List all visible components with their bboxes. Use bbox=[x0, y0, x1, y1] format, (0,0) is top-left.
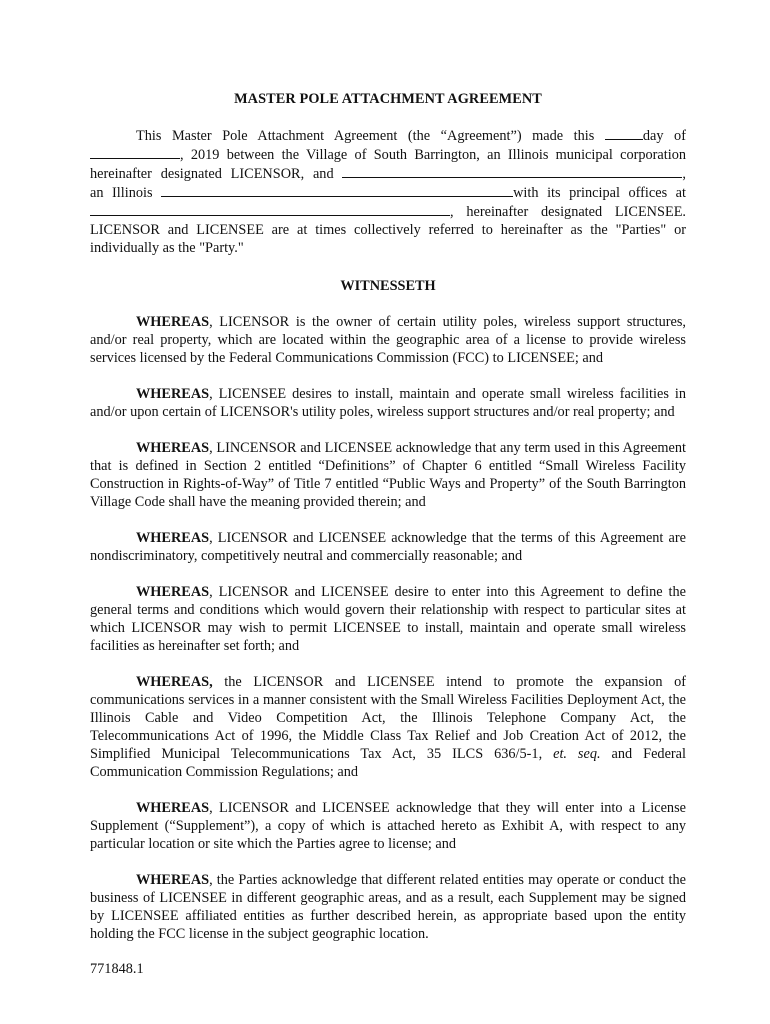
address-blank bbox=[90, 202, 450, 216]
recital-paragraph-2: WHEREAS, LICENSEE desires to install, maintain and operate small wireless facilities in and/or upon certain of LICENSOR's utility poles, wireless support structures and/or real property; and bbox=[90, 386, 686, 420]
recital-paragraph-5: WHEREAS, LICENSOR and LICENSEE desire to enter into this Agreement to define the general terms and conditions which would govern their relationship with respect to particular sites at which LICENSOR may wish to permit LICENSEE to install, maintain and operate small wireless facilities as hereinafter set forth; and bbox=[90, 584, 686, 654]
opening-line-4: an Illinois with its principal offices at bbox=[90, 185, 686, 201]
recital-paragraph-7: WHEREAS, LICENSOR and LICENSEE acknowledge that they will enter into a License Supplement (“Supplement”), a copy of which is attached hereto as Exhibit A, with respect to any particular location or site which the Parties agree to license; and bbox=[90, 800, 686, 852]
opening-line-5: , hereinafter designated LICENSEE. bbox=[90, 202, 686, 221]
day-blank bbox=[605, 126, 643, 140]
witnesseth-heading: WITNESSETH bbox=[340, 278, 436, 294]
recital-paragraph-3: WHEREAS, LINCENSOR and LICENSEE acknowledge that any term used in this Agreement that is defined in Section 2 entitled “Definitions” of Chapter 6 entitled “Small Wireless Facility Construction in Rights-of-Way” of Title 7 entitled “Public Ways and Property” of the South Barrington Village Code shall have the meaning provided therein; and bbox=[90, 440, 686, 510]
opening-paragraph bbox=[90, 126, 686, 257]
licensee-name-blank bbox=[342, 164, 682, 178]
opening-line-3: hereinafter designated LICENSOR, and , bbox=[90, 166, 686, 182]
document-number: 771848.1 bbox=[90, 961, 144, 977]
recital-paragraph-1: WHEREAS, LICENSOR is the owner of certain utility poles, wireless support structures, and/or real property, which are located within the geographic area of a license to provide wireless services licensed by the Federal Communications Commission (FCC) to LICENSEE; and bbox=[90, 314, 686, 366]
recital-paragraph-8: WHEREAS, the Parties acknowledge that different related entities may operate or conduct the business of LICENSEE in different geographic areas, and as a result, each Supplement may be signed by LICENSEE affiliated entities as further described herein, as appropriate based upon the entity holding the FCC license in the subject geographic location. bbox=[90, 872, 686, 942]
month-blank bbox=[90, 145, 180, 159]
entity-type-blank bbox=[161, 183, 513, 197]
opening-line-2: , 2019 between the Village of South Barrington, an Illinois municipal corporation bbox=[90, 145, 686, 164]
recital-paragraph-4: WHEREAS, LICENSOR and LICENSEE acknowledge that the terms of this Agreement are nondiscriminatory, competitively neutral and commercially reasonable; and bbox=[90, 530, 686, 564]
opening-line-1: This Master Pole Attachment Agreement (the “Agreement”) made this day of bbox=[136, 128, 686, 144]
recital-paragraph-6: WHEREAS, the LICENSOR and LICENSEE intend to promote the expansion of communications services in a manner consistent with the Small Wireless Facilities Deployment Act, the Illinois Cable and Video Competition Act, the Illinois Telephone Company Act, the Telecommunications Act of 1996, the Middle Class Tax Relief and Job Creation Act of 2012, the Simplified Municipal Telecommunications Tax Act, 35 ILCS 636/5-1, et. seq. and Federal Communication Commission Regulations; and bbox=[90, 674, 686, 780]
document-title: MASTER POLE ATTACHMENT AGREEMENT bbox=[234, 91, 542, 107]
opening-line-6: LICENSOR and LICENSEE are at times collectively referred to hereinafter as the "Parties" or individually as the "Party." bbox=[90, 222, 686, 256]
